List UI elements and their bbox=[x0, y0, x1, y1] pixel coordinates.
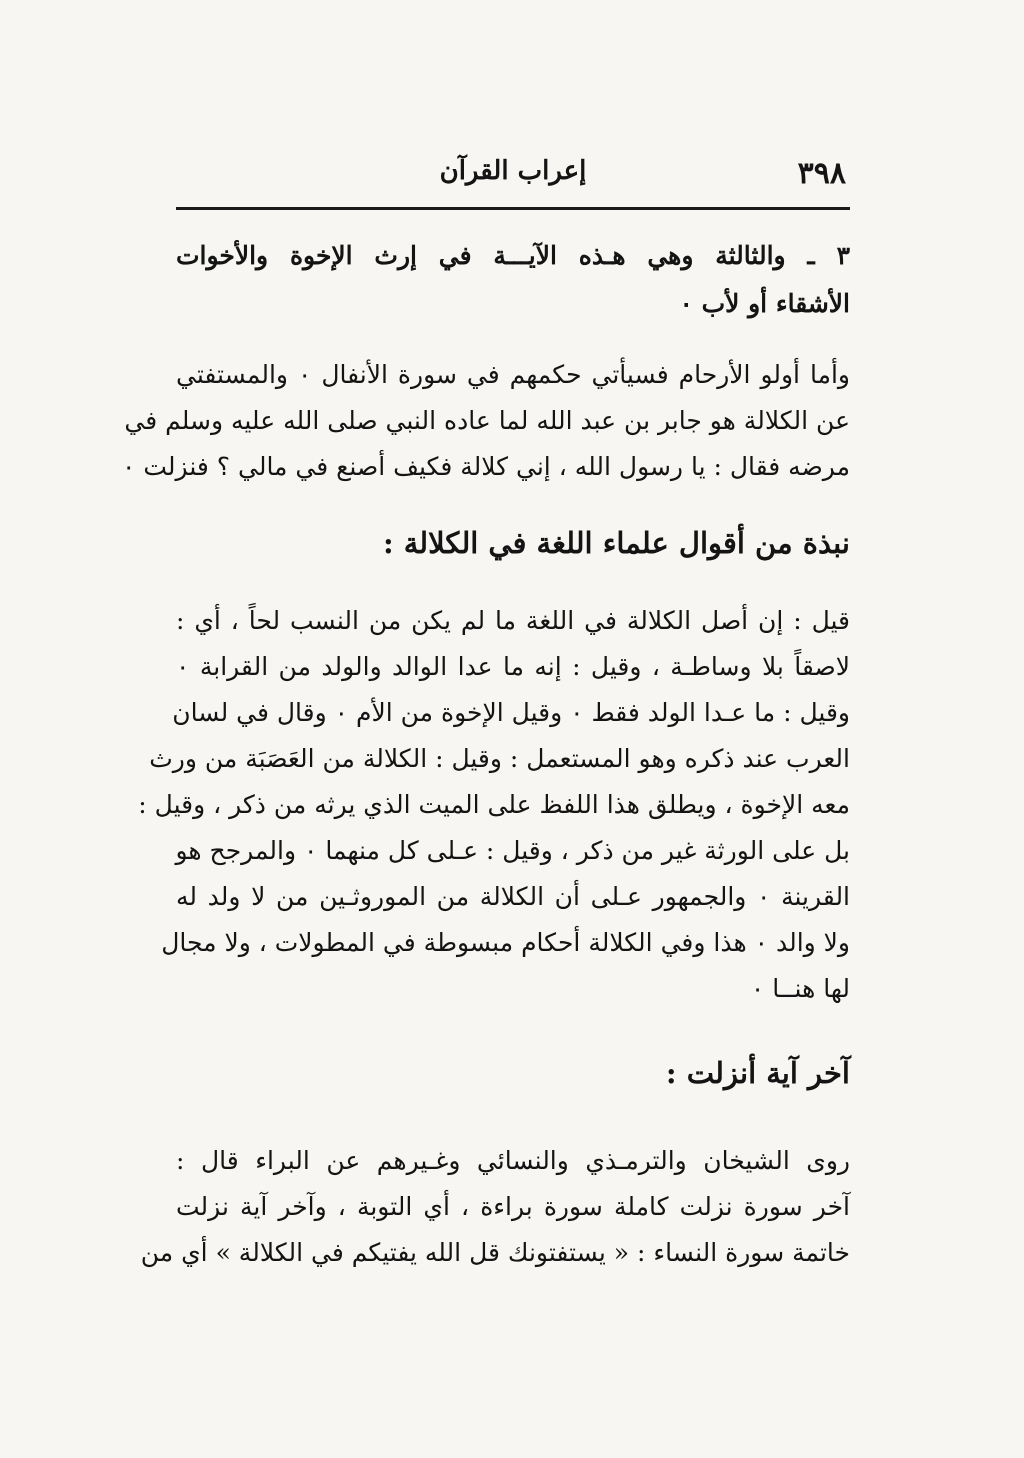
text-line: معه الإخوة ، ويطلق هذا اللفظ على الميت الذي يرثه من ذكر ، وقيل : bbox=[138, 790, 850, 819]
text-line: قيل : إن أصل الكلالة في اللغة ما لم يكن من النسب لحاً ، أي : bbox=[176, 606, 850, 635]
text-line: خاتمة سورة النساء : « يستفتونك قل الله يفتيكم في الكلالة » أي من bbox=[140, 1238, 850, 1267]
page-number: ٣٩٨ bbox=[797, 156, 846, 191]
text-line: لها هنــا ٠ bbox=[750, 974, 850, 1003]
text-line: روى الشيخان والترمـذي والنسائي وغـيرهم عن البراء قال : bbox=[176, 1146, 850, 1175]
heading-last-verse bbox=[176, 1050, 850, 1096]
text-line: وأما أولو الأرحام فسيأتي حكمهم في سورة الأنفال ٠ والمستفتي bbox=[176, 360, 850, 389]
text-line: مرضه فقال : يا رسول الله ، إني كلالة فكيف أصنع في مالي ؟ فنزلت ٠ bbox=[121, 452, 850, 481]
text-line: بل على الورثة غير من ذكر ، وقيل : عـلى كل منهما ٠ والمرجح هو bbox=[175, 836, 850, 865]
text-line: لاصقاً بلا وساطـة ، وقيل : إنه ما عدا الوالد والولد من القرابة ٠ bbox=[176, 652, 850, 681]
text-line: آخر سورة نزلت كاملة سورة براءة ، أي التوبة ، وآخر آية نزلت bbox=[176, 1192, 850, 1221]
section-heading: نبذة من أقوال علماء اللغة في الكلالة : bbox=[382, 526, 850, 560]
text-line: ولا والد ٠ هذا وفي الكلالة أحكام مبسوطة في المطولات ، ولا مجال bbox=[161, 928, 850, 957]
heading-linguists bbox=[176, 520, 850, 566]
text-line: الأشقاء أو لأب ٠ bbox=[679, 289, 850, 318]
running-title: إعراب القرآن bbox=[439, 156, 587, 186]
paragraph-kalala-definitions bbox=[138, 598, 851, 1012]
header-rule bbox=[176, 207, 850, 210]
text-line: وقيل : ما عـدا الولد فقط ٠ وقيل الإخوة من الأم ٠ وقال في لسان bbox=[172, 698, 850, 727]
paragraph-mustafti bbox=[121, 352, 850, 490]
page-header bbox=[176, 150, 850, 200]
text-line: العرب عند ذكره وهو المستعمل : وقيل : الكلالة من العَصَبَة من ورث bbox=[149, 744, 850, 773]
text-line: عن الكلالة هو جابر بن عبد الله لما عاده النبي صلى الله عليه وسلم في bbox=[124, 406, 850, 435]
text-line: القرينة ٠ والجمهور عـلى أن الكلالة من الموروثـين من لا ولد له bbox=[176, 882, 851, 911]
paragraph-last-verse bbox=[140, 1138, 850, 1276]
text-line: ٣ ـ والثالثة وهي هـذه الآيـــة في إرث الإخوة والأخوات bbox=[176, 241, 850, 270]
section-heading: آخر آية أنزلت : bbox=[665, 1056, 850, 1090]
section-three-intro bbox=[176, 232, 850, 328]
